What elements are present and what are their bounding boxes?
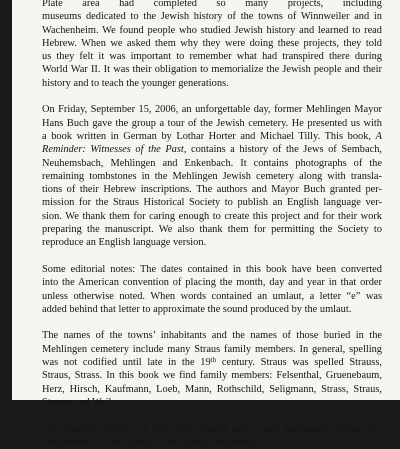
italic-text: Reminder: Witnesses of the Past	[42, 144, 184, 155]
text-line	[42, 130, 382, 143]
text-line	[42, 77, 382, 90]
text-line	[42, 290, 382, 303]
text-span: a book written in German by Lothar Horter and Michael Tilly. This book,	[42, 131, 376, 142]
text-line	[42, 103, 382, 116]
text-span: us they felt it was important to remember what had transpired there during	[42, 51, 382, 62]
text-span: Strauss and Weil.	[42, 397, 114, 408]
text-span: century. Straus was spelled Strauss,	[216, 357, 382, 368]
paragraph-gap	[42, 90, 382, 103]
text-span: Plate area had completed so many projects, including	[42, 0, 382, 9]
text-line	[42, 276, 382, 289]
text-line	[42, 329, 382, 342]
text-span: On Friday, September 15, 2006, an unforgettable day, former Mehlingen Mayor	[42, 104, 382, 115]
text-span: into the American convention of placing the month, day and year in that order	[42, 277, 382, 288]
text-line	[42, 50, 382, 63]
text-line	[42, 37, 382, 50]
text-span: sion. We thank them for caring enough to create this project and for their work	[42, 211, 382, 222]
text-line	[42, 436, 382, 449]
text-span: history and to teach the younger generations.	[42, 78, 229, 89]
text-span: remaining tombstones in the Mehlingen Jewish cemetery along with transla-	[42, 171, 382, 182]
text-span: Wachenheim. We found people who studied Jewish history and learned to read	[42, 25, 382, 36]
text-span: preparing the manuscript. We also thank them for permitting the Society to	[42, 224, 382, 235]
text-span: unless otherwise noted. When words contained an umlaut, a letter “e” was	[42, 291, 382, 302]
paragraph	[42, 423, 382, 449]
text-span: Neuhemsbach, Mehlingen and Enkenbach. It contains photographs of the	[42, 158, 382, 169]
text-span: mission for the Straus Historical Society to publish an English language ver-	[42, 197, 382, 208]
paragraph	[42, 0, 382, 90]
text-span: tions of their Hebrew inscriptions. The authors and Mayor Buch granted per-	[42, 184, 382, 195]
text-line	[42, 303, 382, 316]
text-line	[42, 63, 382, 76]
document-page	[12, 0, 400, 400]
text-line	[42, 143, 382, 156]
text-span: Straus, Strass. In this book we find family members: Felsenthal, Gruenebaum,	[42, 370, 382, 381]
text-line	[42, 24, 382, 37]
text-line	[42, 196, 382, 209]
paragraph	[42, 329, 382, 409]
paragraph	[42, 103, 382, 249]
text-line	[42, 423, 382, 436]
text-line	[42, 369, 382, 382]
text-line	[42, 236, 382, 249]
text-span: The English version of this book would never have happened without the	[42, 424, 382, 435]
text-line	[42, 0, 382, 10]
text-span: was not codified until late in the 19	[42, 357, 211, 368]
text-span: Some editorial notes: The dates contained in this book have been converted	[42, 264, 382, 275]
text-line	[42, 383, 382, 396]
text-line	[42, 170, 382, 183]
text-span: cooperation of Lee Landau of the Kehal Westwood, NJ	[42, 437, 271, 448]
text-line	[42, 343, 382, 356]
text-line	[42, 157, 382, 170]
text-line	[42, 117, 382, 130]
text-span: Mehlingen cemetery include many Straus family members. In general, spelling	[42, 344, 382, 355]
superscript-text: th	[211, 356, 216, 364]
paragraph	[42, 263, 382, 316]
text-span: World War II. It was their obligation to memorialize the Jewish people and their	[42, 64, 382, 75]
text-span: , contains a history of the Jews of Sembach,	[184, 144, 382, 155]
text-span: museums dedicated to the Jewish history of the towns of Winnweiler and in	[42, 11, 382, 22]
paragraph-gap	[42, 409, 382, 422]
text-span: Hans Buch gave the group a tour of the Jewish cemetery. He presented us with	[42, 118, 382, 129]
italic-text: A	[376, 131, 382, 142]
document-body	[42, 0, 382, 449]
text-line	[42, 356, 382, 369]
text-line	[42, 396, 382, 409]
text-span: Herz, Hirsch, Kaufmann, Loeb, Mann, Rothschild, Seligmann, Strass, Straus,	[42, 384, 382, 395]
text-span: Hebrew. When we asked them why they were doing these projects, they told	[42, 38, 382, 49]
text-line	[42, 10, 382, 23]
text-line	[42, 210, 382, 223]
text-span: The names of the towns’ inhabitants and the names of those buried in the	[42, 330, 382, 341]
text-span: reproduce an English language version.	[42, 237, 206, 248]
text-line	[42, 183, 382, 196]
text-line	[42, 263, 382, 276]
paragraph-gap	[42, 316, 382, 329]
text-line	[42, 223, 382, 236]
text-span: added behind that letter to approximate the sound produced by the umlaut.	[42, 304, 351, 315]
paragraph-gap	[42, 250, 382, 263]
